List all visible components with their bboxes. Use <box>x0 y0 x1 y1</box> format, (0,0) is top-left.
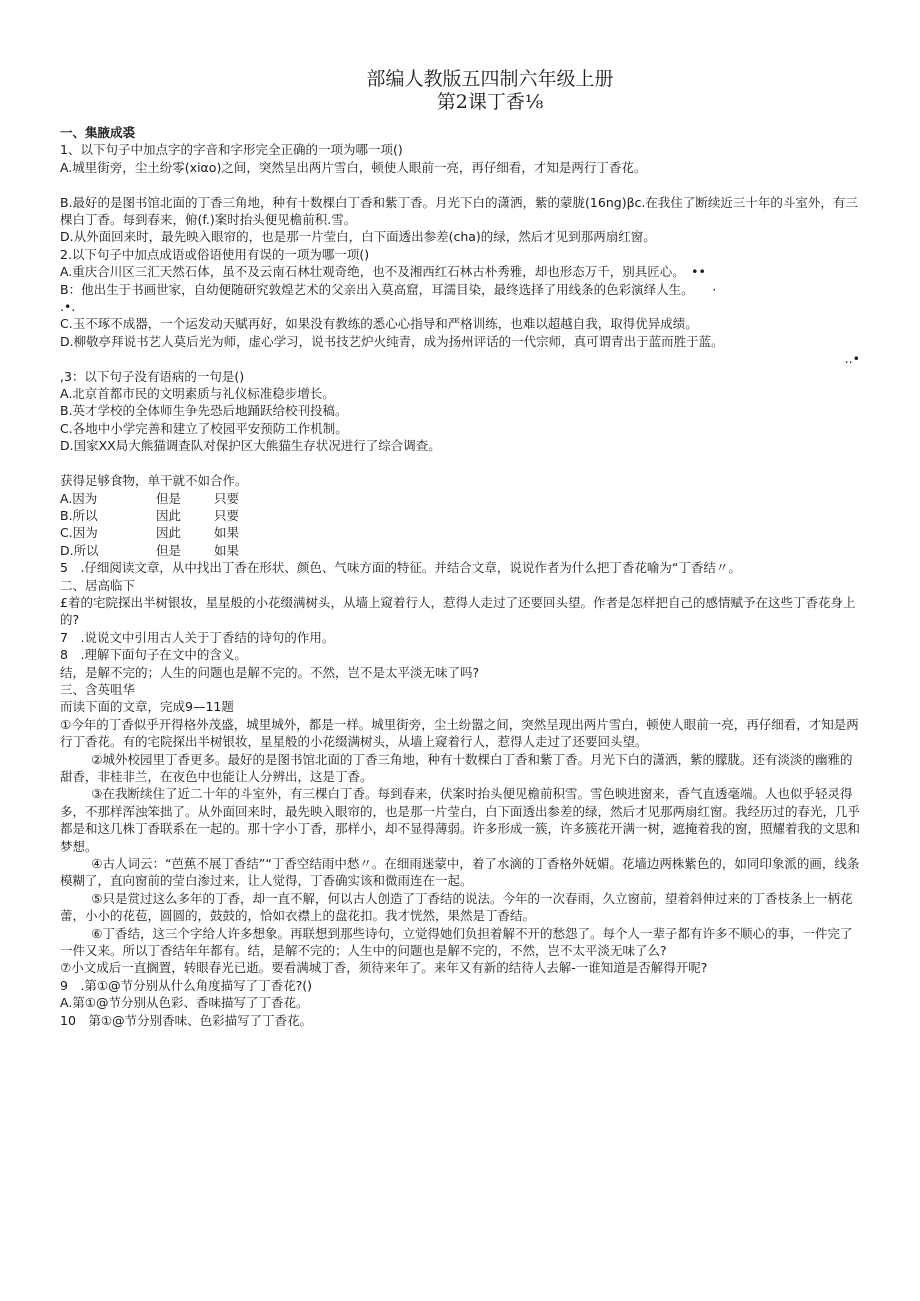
passage-paragraph-1: ①今年的丁香似乎开得格外茂盛，城里城外，都是一样。城里街旁，尘土纷嚣之间，突然呈现出两片雪白，顿使人眼前一亮，再仔细看，才知是两行丁香花。有的宅院探出半树银妆，星星般的小花缀满树头，从墙上窥着行人，惹得人走过了还要回头望。 <box>60 716 859 750</box>
question-1-option-a: A.城里街旁，尘土纷零(xiαo)之间，突然呈出两片雪白，顿使人眼前一亮，再仔细看，才知是两行丁香花。 <box>60 159 647 175</box>
dot-mark: •• <box>691 264 706 280</box>
question-10: 10 第①@节分别香味、色彩描写了丁香花。 <box>60 1012 313 1028</box>
passage-paragraph-7: ⑦小文成后一直搁置，转眼春光已逝。要看满城丁香，须待来年了。来年又有新的结待人去解-一谁知道是否解得开呢? <box>60 960 708 976</box>
question-2: 2.以下句子中加点成语或俗语使用有误的一项为哪一项() <box>60 246 370 262</box>
question-5: 5 .仔细阅读文章，从中找出丁香在形状、颜色、气味方面的特征。并结合文章，说说作者为什么把丁香花喻为“丁香结〃。 <box>60 560 741 576</box>
reading-instruction: 而读下面的文章，完成9—11题 <box>60 699 234 715</box>
question-7: 7 .说说文中引用古人关于丁香结的诗句的作用。 <box>60 629 335 645</box>
question-4-option-d <box>60 542 860 559</box>
passage-paragraph-2: ②城外校园里丁香更多。最好的是图书馆北面的丁香三角地，种有十数棵白丁香和紫丁香。月光下白的潇洒，紫的朦胧。还有淡淡的幽雅的甜香，非桂非兰，在夜色中也能让人分辨出，这是丁香。 <box>60 751 853 784</box>
document-page <box>60 68 860 1029</box>
option-cell: 只要 <box>214 507 240 523</box>
question-9: 9 .第①@节分别从什么角度描写了丁香花?() <box>60 977 313 993</box>
question-8: 8 .理解下面句子在文中的含义。 <box>60 647 247 663</box>
spacer <box>60 455 860 472</box>
question-1-option-d: D.从外面回来时，最先映入眼帘的，也是那一片莹白，白下面透出参差(cha)的绿，然后才见到那两扇红窗。 <box>60 229 656 245</box>
dot-marks: ..• <box>844 351 860 367</box>
passage-paragraph-4: ④古人词云：“芭蕉不展丁香结”“丁香空结雨中愁〃。在细雨迷蒙中，着了水滴的丁香格外妩媚。花墙边两株紫色的，如同印象派的画，线条模糊了，直向窗前的莹白渗过来，让人觉得，丁香确实该和微雨连在一起。 <box>60 856 860 889</box>
option-cell: 如果 <box>214 542 240 558</box>
question-4-option-a <box>60 490 860 507</box>
question-6: £着的宅院探出半树银妆，星星般的小花缀满树头，从墙上窥着行人，惹得人走过了还要回头望。作者是怎样把自己的感情赋予在这些丁香花身上的? <box>60 594 856 628</box>
question-3-option-d: D.国家XX局大熊猫调查队对保护区大熊猫生存状况进行了综合调查。 <box>60 438 441 454</box>
question-1-option-b: B.最好的是图书馆北面的丁香三角地，种有十数棵白丁香和紫丁香。月光下白的潇洒，紫的蒙胧(16ng)βc.在我住了断续近三十年的斗室外，有三棵白丁香。每到春来，俯(f.)案时抬头便见檐前积.雪。 <box>60 194 858 228</box>
passage-paragraph-5: ⑤只是赏过这么多年的丁香，却一直不解，何以古人创造了丁香结的说法。今年的一次春雨，久立窗前，望着斜伸过来的丁香枝条上一柄花蕾，小小的花苞，圆圆的，鼓鼓的，恰如衣襟上的盘花扣。我才恍然，果然是丁香结。 <box>60 890 853 924</box>
option-text: B：他出生于书画世家，自幼便随研究敦煌艺术的父亲出入莫高窟，耳濡目染，最终选择了用线条的色彩演绎人生。 <box>60 281 688 297</box>
passage-paragraph-3: ③在我断续住了近二十年的斗室外，有三棵白丁香。每到春来，伏案时抬头便见檐前积雪。雪色映进窗来，香气直透毫端。人也似乎轻灵得多，不那样浑浊笨拙了。从外面回来时，最先映入眼帘的，也是那一片莹白，白下面透出参差的绿，然后才见那两扇红窗。我经历过的春光，几乎都是和这几株丁香联系在一起的。那十字小丁香，那样小，却不显得薄弱。许多形成一簇，许多簇花开满一树，遮掩着我的窗，照耀着我的文思和梦想。 <box>60 786 861 854</box>
passage-paragraph-6: ⑥丁香结，这三个字给人许多想象。再联想到那些诗句，立觉得她们负担着解不开的愁怨了。每个人一辈子都有许多不顺心的事，一件完了一件又来。所以丁香结年年都有。结，是解不完的；人生中的问题也是解不完的，不然，岂不太平淡无味了么? <box>60 925 853 959</box>
question-4-option-b <box>60 507 860 524</box>
question-1: 1、以下句子中加点字的字音和字形完全正确的一项为哪一项() <box>60 142 403 158</box>
section-heading: 一、集腋成裘 <box>60 125 136 140</box>
document-title: 部编人教版五四制六年级上册 <box>366 68 614 90</box>
option-cell: 因此 <box>156 507 182 523</box>
dot-mark: · <box>712 281 717 297</box>
option-cell: 但是 <box>156 542 182 558</box>
question-3-option-b: B.英才学校的全体师生争先恐后地踊跃给校刊投稿。 <box>60 403 348 419</box>
lesson-title: 第2课丁香⅛ <box>436 91 544 113</box>
question-4: 获得足够食物，单干就不如合作。 <box>60 473 248 489</box>
option-text: A.重庆合川区三汇天然石体，虽不及云南石林壮观奇绝，也不及湘西红石林古朴秀雅，却也形态万千，别具匠心。 <box>60 264 679 280</box>
question-2-option-b <box>60 281 860 298</box>
section-heading: 二、居高临下 <box>60 577 136 593</box>
option-cell: 因此 <box>156 525 182 541</box>
question-3: ,3：以下句子没有语病的一句是() <box>60 368 245 384</box>
option-cell: 如果 <box>214 525 240 541</box>
option-cell: D.所以 <box>60 542 99 558</box>
question-2-option-d: D.柳敬亭拜说书艺人莫后光为师，虚心学习，说书技艺炉火纯青，成为扬州评话的一代宗师，真可谓青出于蓝而胜于蓝。 <box>60 333 724 349</box>
question-2-option-a <box>60 263 860 280</box>
section-heading: 三、含英咀华 <box>60 681 136 697</box>
spacer <box>60 176 860 193</box>
question-2-option-c: C.玉不琢不成器，一个运发动天赋再好，如果没有教练的悉心心指导和严格训练，也难以超越自我，取得优异成绩。 <box>60 316 698 332</box>
option-cell: 但是 <box>156 490 182 506</box>
option-cell: B.所以 <box>60 507 98 523</box>
question-8-sentence: 结，是解不完的；人生的问题也是解不完的。不然，岂不是太平淡无味了吗? <box>60 664 480 680</box>
question-3-option-a: A.北京首都市民的文明素质与礼仪标准稳步增长。 <box>60 386 335 402</box>
option-cell: 只要 <box>214 490 240 506</box>
question-3-option-c: C.各地中小学完善和建立了校园平安预防工作机制。 <box>60 420 348 436</box>
document-body <box>60 124 860 1029</box>
question-4-option-c <box>60 524 860 541</box>
option-cell: C.因为 <box>60 525 98 541</box>
dot-marks: .•. <box>60 299 76 315</box>
question-9-option-a: A.第①@节分别从色彩、香味描写了丁香花。 <box>60 995 309 1011</box>
option-cell: A.因为 <box>60 490 98 506</box>
